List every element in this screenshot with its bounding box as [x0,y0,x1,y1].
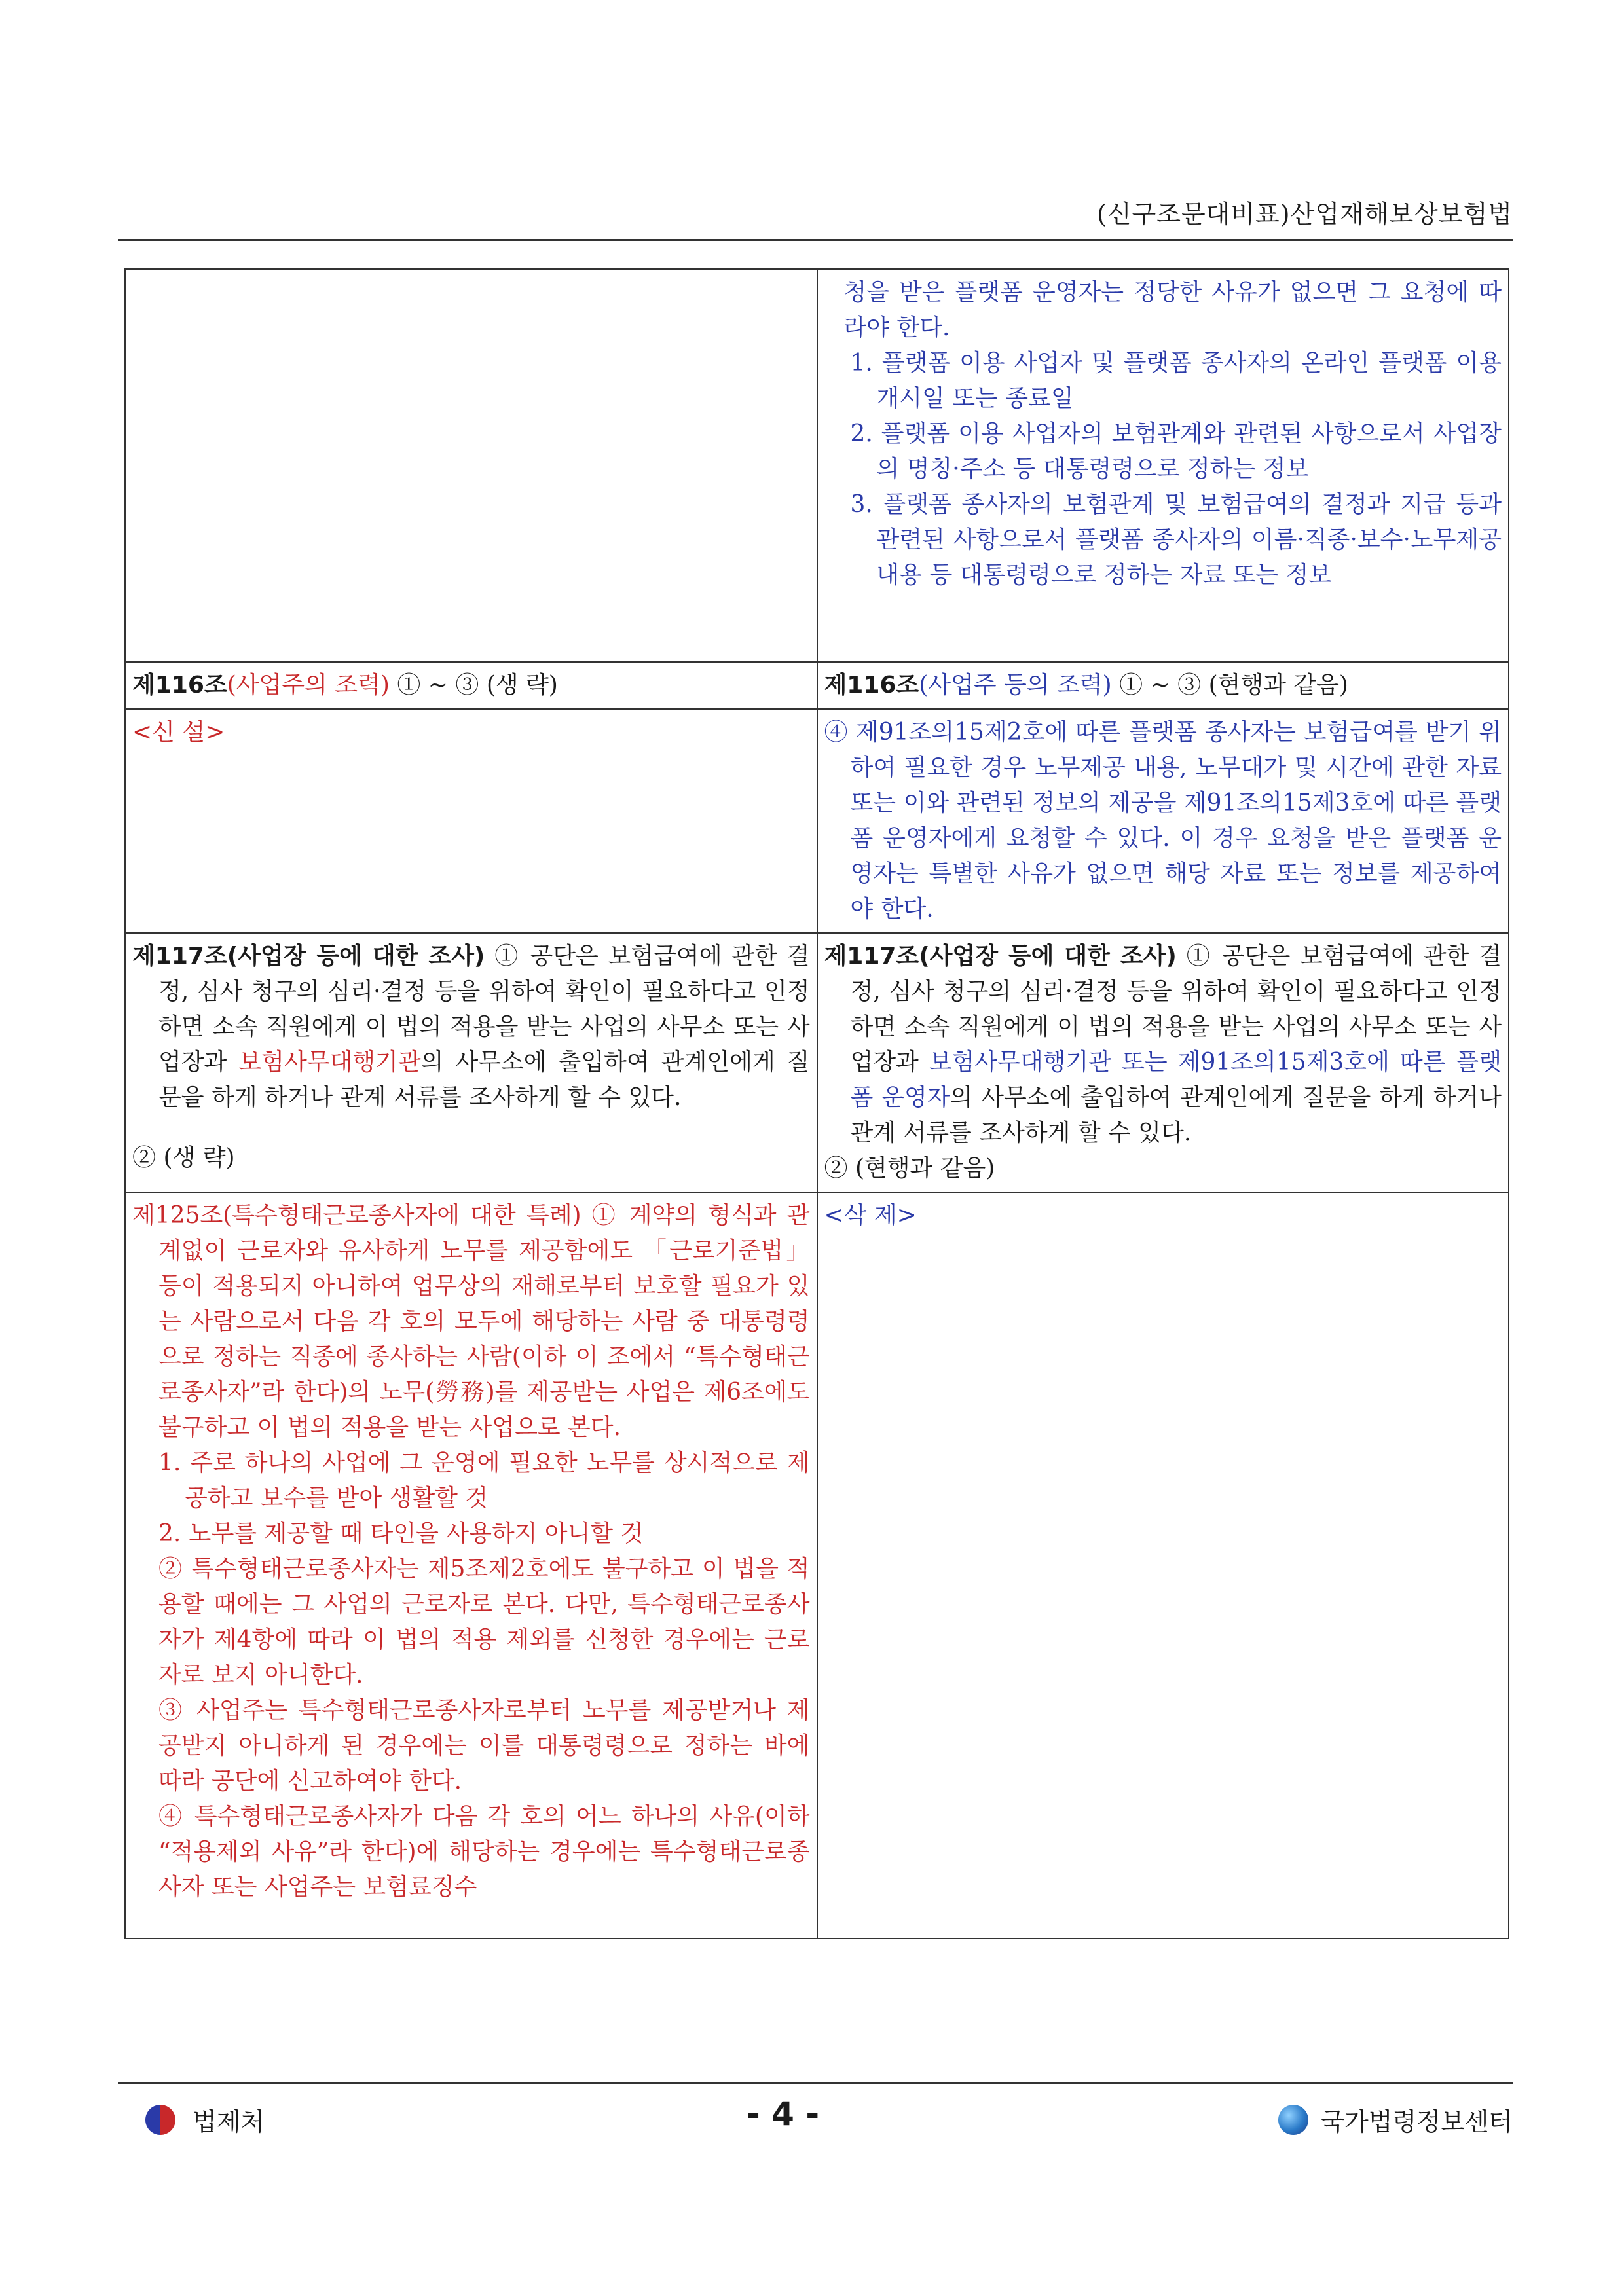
provision-text: 제125조(특수형태근로종사자에 대한 특례) ① 계약의 형식과 관계없이 근로자와 유사하게 노무를 제공함에도 「근로기준법」 등이 적용되지 아니하여 업무상의 재해로부터 보호할 필요가 있는 사람으로서 다음 각 호의 모두에 해당하는 사람 중 대통령령으로 정하는 직종에 종사하는 사람(이하 이 조에서 “특수형태근로종사자”라 한다)의 노무(勞務)를 제공받는 사업은 제6조에도 불구하고 이 법의 적용을 받는 사업으로 본다. [132,1202,810,1441]
new-provision-cell [817,269,1509,662]
footer-right [1278,2102,1513,2138]
moleg-logo-icon [145,2105,175,2135]
changed-text: 보험사무대행기관 또는 제91조의15제3호에 따른 플랫폼 운영자 [850,1049,1502,1111]
provision-text: ③ 사업주는 특수형태근로종사자로부터 노무를 제공받거나 제공받지 아니하게 된 경우에는 이를 대통령령으로 정하는 바에 따라 공단에 신고하여야 한다. [158,1697,810,1795]
new-provision-cell [817,1192,1509,1939]
old-provision-cell [125,933,817,1192]
article-heading: 제117조(사업장 등에 대한 조사) [824,943,1177,970]
new-provision-cell [817,662,1509,709]
old-provision-cell [125,662,817,709]
article-number: 제116조 [824,672,919,699]
article-title: (사업주 등의 조력) [919,672,1112,699]
article-note: ① ~ ③ (생 략) [389,672,558,699]
provision-item: 2. 노무를 제공할 때 타인을 사용하지 아니할 것 [158,1520,644,1547]
provision-text: 제117조(사업장 등에 대한 조사) ① 공단은 보험급여에 관한 결정, 심사 청구의 심리·결정 등을 위하여 확인이 필요하다고 인정하면 소속 직원에게 이 법의 적용을 받는 사업의 사무소 또는 사업장과 보험사무대행기관 또는 제91조의15제3호에 따른 플랫폼 운영자의 사무소에 출입하여 관계인에게 질문을 하게 하거나 관계 서류를 조사하게 할 수 있다. [824,943,1502,1146]
new-clause-note: <신 설> [132,719,225,746]
provision-text: ④ 제91조의15제2호에 따른 플랫폼 종사자는 보험급여를 받기 위하여 필요한 경우 노무제공 내용, 노무대가 및 시간에 관한 자료 또는 이와 관련된 정보의 제공을 제91조의15제3호에 따른 플랫폼 운영자에게 요청할 수 있다. 이 경우 요청을 받은 플랫폼 운영자는 특별한 사유가 없으면 해당 자료 또는 정보를 제공하여야 한다. [824,719,1502,922]
table-row [125,269,1509,662]
provision-item: 3. 플랫폼 종사자의 보험관계 및 보험급여의 결정과 지급 등과 관련된 사항으로서 플랫폼 종사자의 이름·직종·보수·노무제공 내용 등 대통령령으로 정하는 자료 또는 정보 [850,491,1502,589]
footer-center-name: 국가법령정보센터 [1320,2107,1513,2136]
deleted-note: <삭 제> [824,1202,917,1229]
law-center-logo-icon [1278,2105,1308,2135]
provision-item: 1. 플랫폼 이용 사업자 및 플랫폼 종사자의 온라인 플랫폼 이용 개시일 또는 종료일 [850,350,1502,412]
page-number: - 4 - [747,2095,820,2133]
old-provision-cell [125,709,817,933]
header-title: (신구조문대비표)산업재해보상보험법 [1097,200,1513,228]
table-row [125,662,1509,709]
provision-text: ④ 특수형태근로종사자가 다음 각 호의 어느 하나의 사유(이하 “적용제외 사유”라 한다)에 해당하는 경우에는 특수형태근로종사자 또는 사업주는 보험료징수 [158,1803,810,1901]
article-note: ① ~ ③ (현행과 같음) [1111,672,1348,699]
article-heading [824,668,1502,703]
provision-text: ② (현행과 같음) [824,1155,995,1182]
table-row [125,1192,1509,1939]
table-row [125,933,1509,1192]
new-provision-cell [817,933,1509,1192]
new-provision-cell [817,709,1509,933]
provision-item: 2. 플랫폼 이용 사업자의 보험관계와 관련된 사항으로서 사업장의 명칭·주소 등 대통령령으로 정하는 정보 [850,420,1502,483]
provision-item: 1. 주로 하나의 사업에 그 운영에 필요한 노무를 상시적으로 제공하고 보수를 받아 생활할 것 [158,1449,810,1512]
comparison-table [124,268,1509,1939]
footer-left [145,2102,265,2138]
table-row [125,709,1509,933]
provision-text: ② (생 략) [132,1144,235,1171]
changed-text: 보험사무대행기관 [238,1049,421,1076]
article-heading [132,668,810,703]
article-number: 제116조 [132,672,227,699]
provision-text: ② 특수형태근로종사자는 제5조제2호에도 불구하고 이 법을 적용할 때에는 그 사업의 근로자로 본다. 다만, 특수형태근로종사자가 제4항에 따라 이 법의 적용 제외를 신청한 경우에는 근로자로 보지 아니한다. [158,1556,810,1688]
old-provision-cell [125,269,817,662]
footer-org-name: 법제처 [193,2107,265,2136]
provision-text: 청을 받은 플랫폼 운영자는 정당한 사유가 없으면 그 요청에 따라야 한다. [843,279,1502,341]
old-provision-cell [125,1192,817,1939]
article-title: (사업주의 조력) [227,672,390,699]
provision-text: 제117조(사업장 등에 대한 조사) ① 공단은 보험급여에 관한 결정, 심사 청구의 심리·결정 등을 위하여 확인이 필요하다고 인정하면 소속 직원에게 이 법의 적용을 받는 사업의 사무소 또는 사업장과 보험사무대행기관의 사무소에 출입하여 관계인에게 질문을 하게 하거나 관계 서류를 조사하게 할 수 있다. [132,943,810,1111]
article-heading: 제117조(사업장 등에 대한 조사) [132,943,485,970]
footer-divider [118,2082,1513,2084]
header-divider [118,239,1513,241]
